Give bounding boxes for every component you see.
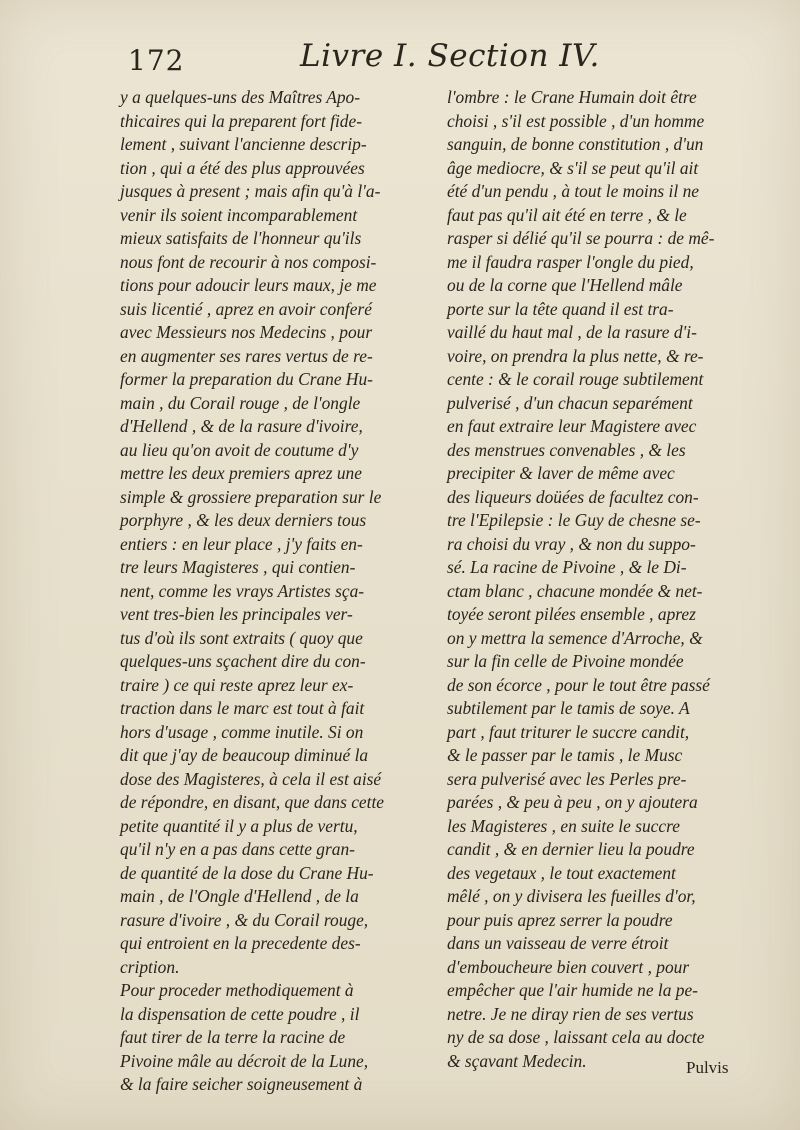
text-line: y a quelques-uns des Maîtres Apo- [120, 87, 361, 107]
text-line: me il faudra rasper l'ongle du pied, [447, 251, 694, 272]
text-line: main , de l'Ongle d'Hellend , de la [120, 886, 359, 906]
text-line: sur la fin celle de Pivoine mondée [447, 651, 684, 671]
text-line: rasper si délié qu'il se pourra : de mê- [447, 228, 715, 248]
text-line: vent tres-bien les principales ver- [120, 604, 353, 624]
text-line: ctam blanc , chacune mondée & net- [447, 580, 703, 601]
text-line: part , faut triturer le succre candit, [447, 721, 690, 742]
text-line: mêlé , on y divisera les fueilles d'or, [447, 886, 696, 906]
text-line: former la preparation du Crane Hu- [120, 369, 373, 389]
text-line: la dispensation de cette poudre , il [120, 1003, 360, 1024]
text-line: main , du Corail rouge , de l'ongle [120, 392, 361, 413]
text-line: jusques à present ; mais afin qu'à l'a- [120, 181, 381, 201]
text-line: tion , qui a été des plus approuvées [120, 157, 365, 178]
text-line: cription. [120, 956, 180, 977]
text-line: & le passer par le tamis , le Musc [447, 745, 683, 765]
text-line: ra choisi du vray , & non du suppo- [447, 533, 696, 554]
text-line: de quantité de la dose du Crane Hu- [120, 862, 374, 883]
text-line: de répondre, en disant, que dans cette [120, 792, 385, 812]
text-line: candit , & en dernier lieu la poudre [447, 839, 695, 859]
text-line: en faut extraire leur Magistere avec [447, 416, 697, 436]
text-line: lement , suivant l'ancienne descrip- [120, 134, 367, 154]
text-line: empêcher que l'air humide ne la pe- [447, 980, 698, 1000]
text-line: dans un vaisseau de verre étroit [447, 933, 669, 953]
text-line: netre. Je ne diray rien de ses vertus [447, 1003, 694, 1024]
text-line: l'ombre : le Crane Humain doit être [447, 87, 697, 107]
page-header [120, 38, 640, 86]
right-text-column [447, 86, 747, 1073]
text-line: sanguin, de bonne constitution , d'un [447, 134, 704, 154]
text-line: faut tirer de la terre la racine de [120, 1027, 346, 1047]
page-number: 172 [128, 44, 185, 77]
text-line: vaillé du haut mal , de la rasure d'i- [447, 322, 697, 342]
text-line: porphyre , & les deux derniers tous [120, 510, 367, 530]
catchword: Pulvis [686, 1058, 729, 1077]
text-line: traction dans le marc est tout à fait [120, 698, 365, 718]
text-line: toyée seront pilées ensemble , aprez [447, 604, 696, 624]
text-line: petite quantité il y a plus de vertu, [120, 815, 358, 836]
text-line: choisi , s'il est possible , d'un homme [447, 110, 705, 131]
text-line: rasure d'ivoire , & du Corail rouge, [120, 909, 369, 930]
text-line: subtilement par le tamis de soye. A [447, 698, 690, 718]
text-line: en augmenter ses rares vertus de re- [120, 345, 373, 366]
text-line: simple & grossiere preparation sur le [120, 486, 382, 507]
text-line: ou de la corne que l'Hellend mâle [447, 275, 683, 295]
running-title: Livre I. Section IV. [300, 38, 600, 74]
text-line: faut pas qu'il ait été en terre , & le [447, 204, 687, 225]
text-line: nous font de recourir à nos composi- [120, 251, 377, 272]
text-line: été d'un pendu , à tout le moins il ne [447, 181, 699, 201]
text-line: les Magisteres , en suite le succre [447, 815, 680, 836]
text-line: mettre les deux premiers aprez une [120, 463, 362, 483]
text-line: & sçavant Medecin. [447, 1050, 587, 1071]
text-line: Pivoine mâle au décroit de la Lune, [120, 1050, 369, 1071]
text-line: parées , & peu à peu , on y ajoutera [447, 792, 698, 812]
text-line: venir ils soient incomparablement [120, 204, 358, 225]
text-line: & la faire seicher soigneusement à [120, 1074, 363, 1094]
text-line: au lieu qu'on avoit de coutume d'y [120, 439, 359, 460]
text-line: Pour proceder methodiquement à [120, 980, 354, 1000]
text-line: âge mediocre, & s'il se peut qu'il ait [447, 157, 699, 178]
text-line: mieux satisfaits de l'honneur qu'ils [120, 228, 362, 248]
text-line: pour puis aprez serrer la poudre [447, 909, 673, 930]
text-line: dit que j'ay de beaucoup diminué la [120, 745, 369, 765]
text-line: dose des Magisteres, à cela il est aisé [120, 768, 382, 789]
text-line: traire ) ce qui reste aprez leur ex- [120, 674, 354, 695]
text-line: nent, comme les vrays Artistes sça- [120, 580, 365, 601]
left-text-column [120, 86, 420, 1097]
text-line: des vegetaux , le tout exactement [447, 862, 676, 883]
text-line: suis licentié , aprez en avoir conferé [120, 298, 372, 319]
text-line: on y mettra la semence d'Arroche, & [447, 627, 703, 648]
text-line: qui entroient en la precedente des- [120, 933, 361, 953]
text-line: quelques-uns sçachent dire du con- [120, 651, 366, 671]
text-line: tions pour adoucir leurs maux, je me [120, 275, 377, 295]
text-line: ny de sa dose , laissant cela au docte [447, 1027, 705, 1047]
text-line: porte sur la tête quand il est tra- [447, 298, 674, 319]
text-line: hors d'usage , comme inutile. Si on [120, 721, 364, 742]
text-line: sera pulverisé avec les Perles pre- [447, 768, 687, 789]
text-line: qu'il n'y en a pas dans cette gran- [120, 839, 355, 859]
text-line: tre l'Epilepsie : le Guy de chesne se- [447, 510, 701, 530]
text-line: tus d'où ils sont extraits ( quoy que [120, 627, 363, 648]
text-line: de son écorce , pour le tout être passé [447, 674, 710, 695]
text-line: tre leurs Magisteres , qui contien- [120, 557, 356, 577]
text-line: des menstrues convenables , & les [447, 439, 686, 460]
text-line: cente : & le corail rouge subtilement [447, 369, 704, 389]
text-line: sé. La racine de Pivoine , & le Di- [447, 557, 687, 577]
text-line: pulverisé , d'un chacun separément [447, 392, 693, 413]
text-line: precipiter & laver de même avec [447, 463, 675, 483]
text-line: entiers : en leur place , j'y faits en- [120, 533, 363, 554]
text-line: thicaires qui la preparent fort fide- [120, 110, 362, 131]
text-line: des liqueurs doüées de facultez con- [447, 486, 699, 507]
text-line: avec Messieurs nos Medecins , pour [120, 322, 373, 342]
text-line: voire, on prendra la plus nette, & re- [447, 345, 704, 366]
text-line: d'Hellend , & de la rasure d'ivoire, [120, 416, 363, 436]
text-line: d'emboucheure bien couvert , pour [447, 956, 690, 977]
